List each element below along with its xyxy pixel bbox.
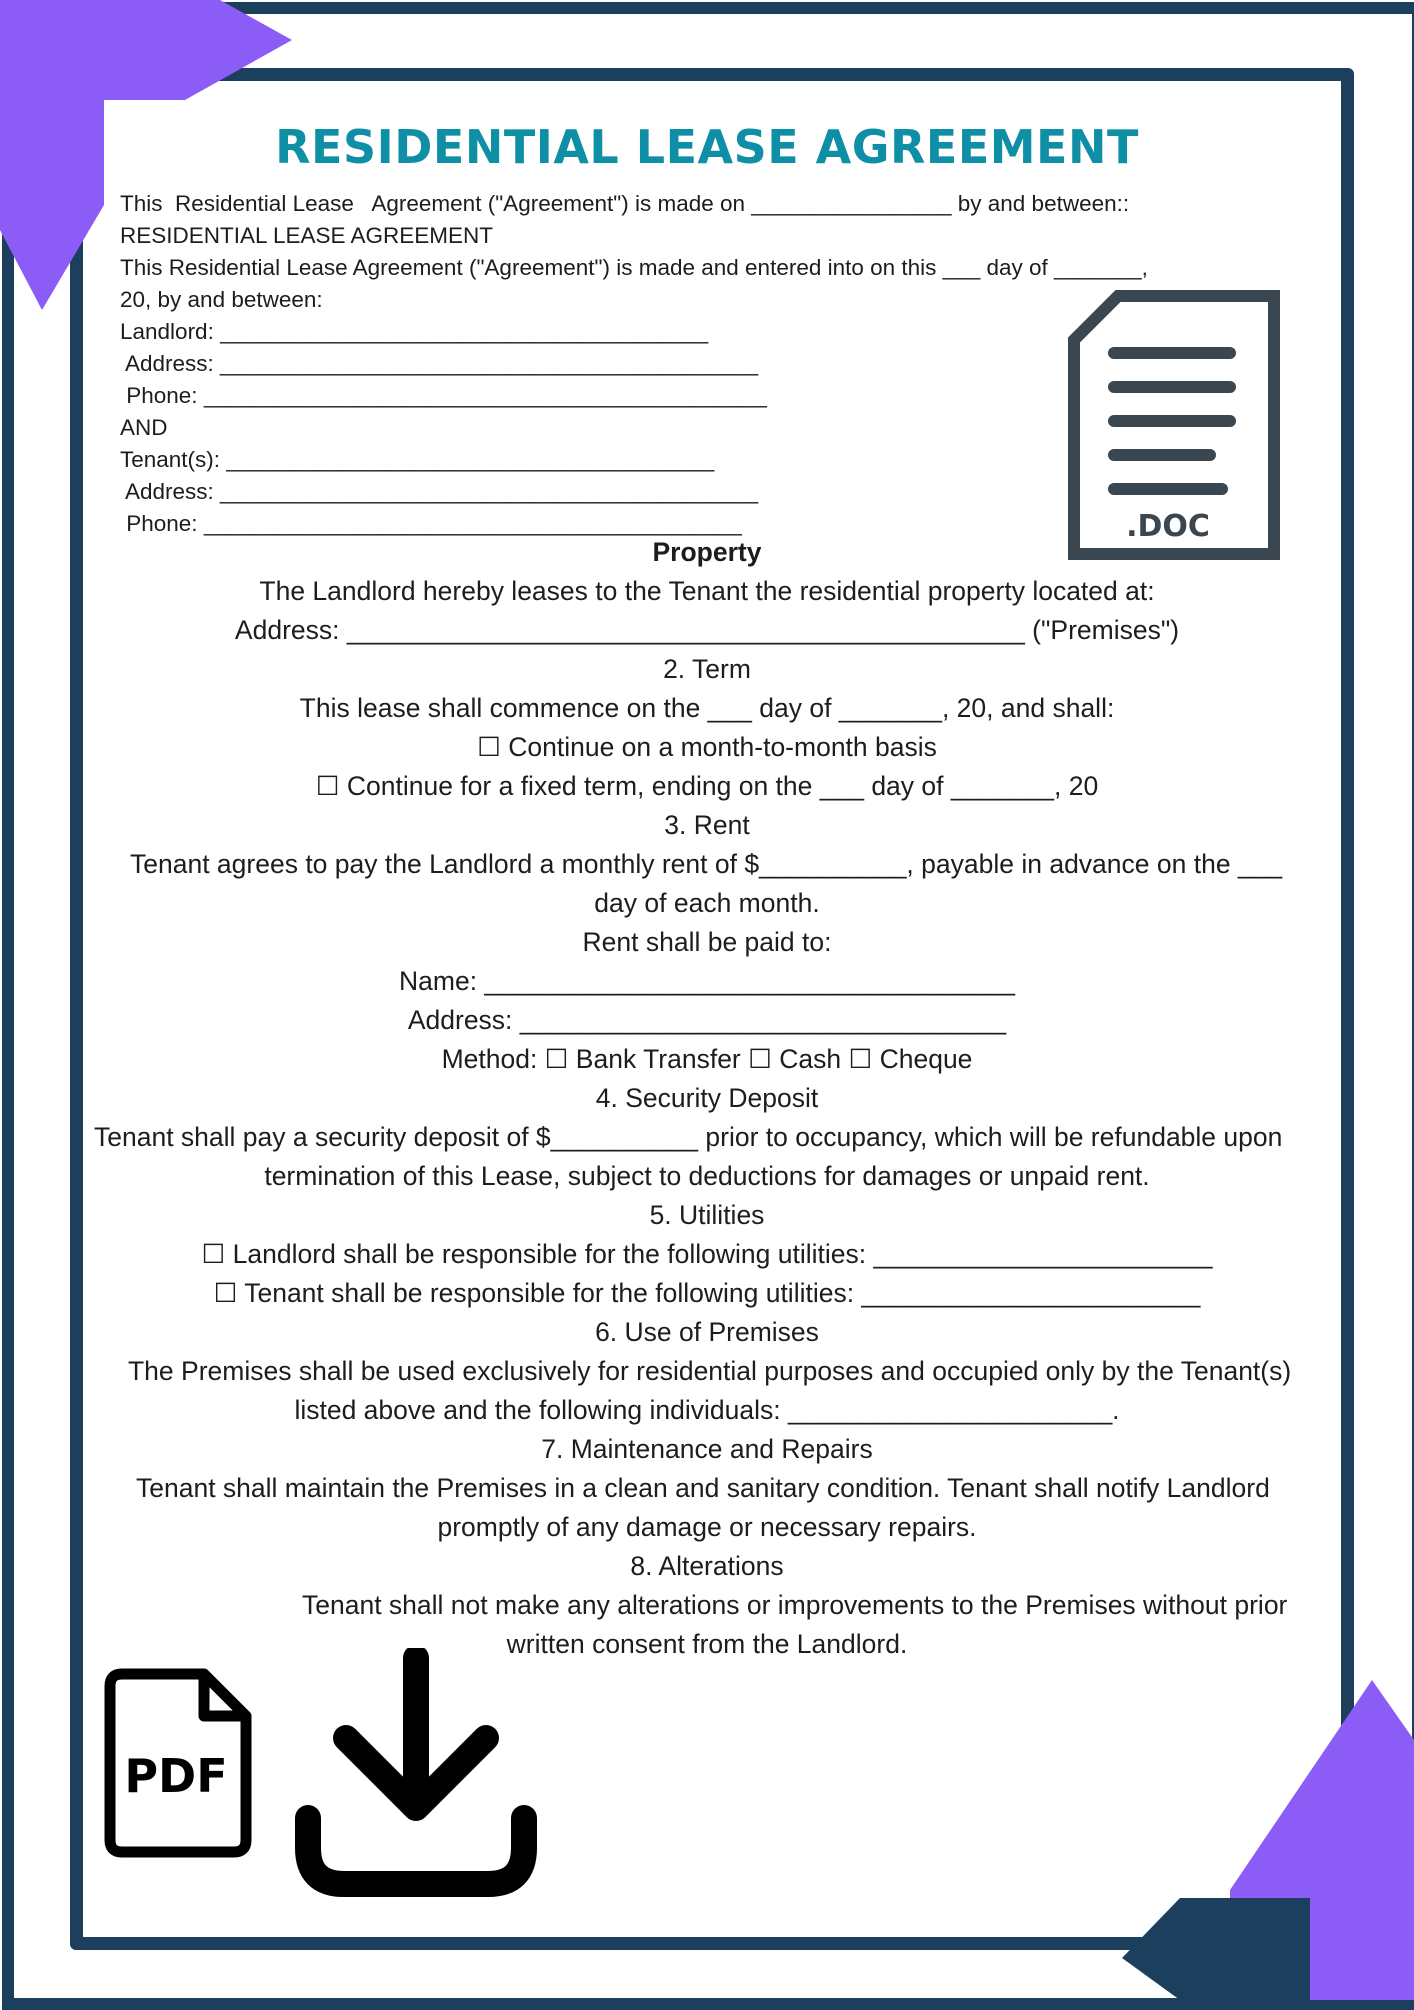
and-separator: AND: [120, 415, 168, 440]
agreement-date-line: This Residential Lease Agreement ("Agreement") is made and entered into on this ___ day of _______,: [120, 255, 1148, 280]
landlord-address-field: Address: ___________________________________________: [120, 351, 759, 376]
rent-heading: 3. Rent: [664, 810, 750, 840]
use-line-cont: listed above and the following individuals: ______________________.: [294, 1395, 1120, 1425]
landlord-utilities-line: ☐ Landlord shall be responsible for the following utilities: _______________________: [201, 1239, 1213, 1269]
intro-line: This Residential Lease Agreement ("Agreement") is made on ________________ by and between::: [120, 191, 1130, 216]
tenant-address-field: Address: ___________________________________________: [120, 479, 759, 504]
doc-icon-label: .DOC: [1126, 509, 1210, 544]
term-heading: 2. Term: [663, 654, 751, 684]
tenant-field: Tenant(s): _______________________________________: [120, 447, 715, 472]
use-heading: 6. Use of Premises: [595, 1317, 819, 1347]
doc-file-icon[interactable]: [1068, 290, 1280, 560]
tenant-phone-field: Phone: ___________________________________________: [120, 511, 742, 536]
rent-line-cont: day of each month.: [594, 888, 820, 918]
alterations-line: Tenant shall not make any alterations or improvements to the Premises without prior: [302, 1590, 1288, 1620]
alterations-heading: 8. Alterations: [630, 1551, 784, 1581]
pdf-file-icon[interactable]: [104, 1668, 252, 1858]
rent-paid-to-line: Rent shall be paid to:: [582, 927, 832, 957]
deposit-line-cont: termination of this Lease, subject to deductions for damages or unpaid rent.: [264, 1161, 1150, 1191]
rent-name-field: Name: ____________________________________: [399, 966, 1015, 996]
parties-line: 20, by and between:: [120, 287, 323, 312]
utilities-heading: 5. Utilities: [649, 1200, 765, 1230]
rent-line: Tenant agrees to pay the Landlord a monthly rent of $__________, payable in advance on the ___: [130, 849, 1283, 879]
deposit-heading: 4. Security Deposit: [595, 1083, 819, 1113]
maintenance-heading: 7. Maintenance and Repairs: [541, 1434, 873, 1464]
landlord-field: Landlord: _______________________________________: [120, 319, 709, 344]
pdf-icon-label: PDF: [124, 1749, 228, 1803]
premises-address-line: Address: ______________________________________________ ("Premises"): [234, 615, 1180, 645]
term-line: This lease shall commence on the ___ day of _______, 20, and shall:: [299, 693, 1115, 723]
maintenance-line: Tenant shall maintain the Premises in a clean and sanitary condition. Tenant shall notify Landlord: [136, 1473, 1270, 1503]
bottom-right-corner-decoration: [1120, 1680, 1414, 2000]
term-option-monthly: ☐ Continue on a month-to-month basis: [477, 732, 937, 762]
subtitle-line: RESIDENTIAL LEASE AGREEMENT: [120, 223, 494, 248]
property-heading: Property: [652, 537, 762, 567]
maintenance-line-cont: promptly of any damage or necessary repairs.: [437, 1512, 977, 1542]
property-line: The Landlord hereby leases to the Tenant the residential property located at:: [259, 576, 1155, 606]
download-icon[interactable]: [290, 1648, 542, 1898]
rent-address-field: Address: _________________________________: [407, 1005, 1007, 1035]
term-option-fixed: ☐ Continue for a fixed term, ending on the ___ day of _______, 20: [315, 771, 1099, 801]
alterations-line-cont: written consent from the Landlord.: [506, 1629, 908, 1659]
payment-method-line: Method: ☐ Bank Transfer ☐ Cash ☐ Cheque: [441, 1044, 973, 1074]
deposit-line: Tenant shall pay a security deposit of $__________ prior to occupancy, which will be refundable upon: [94, 1122, 1283, 1152]
tenant-utilities-line: ☐ Tenant shall be responsible for the following utilities: _______________________: [213, 1278, 1201, 1308]
use-line: The Premises shall be used exclusively for residential purposes and occupied only by the Tenant(s): [128, 1356, 1292, 1386]
landlord-phone-field: Phone: _____________________________________________: [120, 383, 767, 408]
document-title: RESIDENTIAL LEASE AGREEMENT: [275, 120, 1139, 174]
